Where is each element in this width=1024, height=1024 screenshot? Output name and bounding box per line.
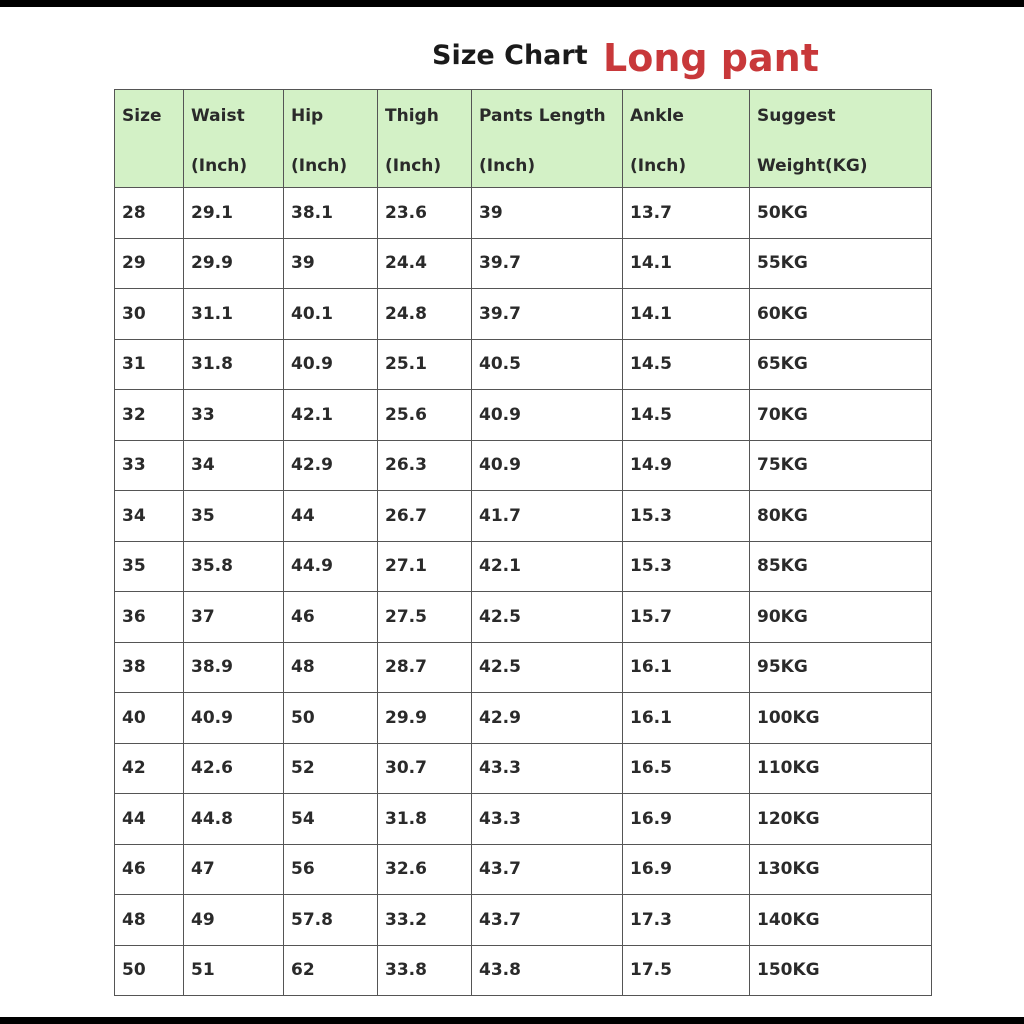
cell-thigh: 24.4 [378, 238, 472, 289]
size-chart-title: Size Chart [432, 40, 588, 71]
cell-waist: 35 [184, 491, 284, 542]
column-header-label: Pants Length [479, 106, 606, 126]
cell-ankle: 16.9 [623, 794, 750, 845]
cell-suggest-weight: 95KG [750, 642, 932, 693]
cell-waist: 44.8 [184, 794, 284, 845]
cell-hip: 56 [284, 844, 378, 895]
cell-pants-length: 43.7 [472, 895, 623, 946]
cell-hip: 46 [284, 592, 378, 643]
cell-suggest-weight: 50KG [750, 188, 932, 239]
cell-thigh: 25.1 [378, 339, 472, 390]
cell-thigh: 25.6 [378, 390, 472, 441]
size-table [114, 89, 932, 996]
cell-waist: 49 [184, 895, 284, 946]
cell-hip: 38.1 [284, 188, 378, 239]
cell-waist: 33 [184, 390, 284, 441]
cell-suggest-weight: 110KG [750, 743, 932, 794]
column-header-label: Suggest [757, 106, 836, 126]
cell-pants-length: 43.8 [472, 945, 623, 996]
cell-hip: 44.9 [284, 541, 378, 592]
cell-ankle: 15.3 [623, 491, 750, 542]
cell-size: 36 [115, 592, 184, 643]
cell-thigh: 31.8 [378, 794, 472, 845]
cell-ankle: 17.5 [623, 945, 750, 996]
column-header-suggest-weight [750, 90, 932, 188]
table-header [115, 90, 932, 188]
cell-thigh: 24.8 [378, 289, 472, 340]
table-row [115, 592, 932, 643]
cell-hip: 44 [284, 491, 378, 542]
cell-suggest-weight: 80KG [750, 491, 932, 542]
header-row [115, 90, 932, 188]
column-header-label: Hip [291, 106, 324, 126]
column-header-waist [184, 90, 284, 188]
table-row [115, 743, 932, 794]
table-row [115, 491, 932, 542]
cell-thigh: 29.9 [378, 693, 472, 744]
table-row [115, 895, 932, 946]
cell-pants-length: 39.7 [472, 289, 623, 340]
cell-waist: 40.9 [184, 693, 284, 744]
cell-hip: 40.1 [284, 289, 378, 340]
cell-thigh: 26.7 [378, 491, 472, 542]
cell-ankle: 14.9 [623, 440, 750, 491]
column-header-unit: Weight(KG) [757, 156, 868, 176]
cell-pants-length: 43.3 [472, 794, 623, 845]
top-border-bar [0, 0, 1024, 7]
column-header-label: Size [122, 106, 162, 126]
table-row [115, 339, 932, 390]
column-header-size [115, 90, 184, 188]
table-row [115, 390, 932, 441]
cell-suggest-weight: 60KG [750, 289, 932, 340]
cell-thigh: 33.8 [378, 945, 472, 996]
cell-pants-length: 39.7 [472, 238, 623, 289]
cell-hip: 39 [284, 238, 378, 289]
cell-ankle: 13.7 [623, 188, 750, 239]
cell-waist: 35.8 [184, 541, 284, 592]
cell-pants-length: 42.9 [472, 693, 623, 744]
table-row [115, 794, 932, 845]
column-header-unit: (Inch) [630, 156, 687, 176]
cell-thigh: 27.5 [378, 592, 472, 643]
cell-hip: 42.9 [284, 440, 378, 491]
cell-pants-length: 41.7 [472, 491, 623, 542]
cell-ankle: 16.5 [623, 743, 750, 794]
cell-suggest-weight: 120KG [750, 794, 932, 845]
column-header-label: Waist [191, 106, 245, 126]
cell-size: 33 [115, 440, 184, 491]
cell-pants-length: 40.9 [472, 390, 623, 441]
cell-size: 31 [115, 339, 184, 390]
cell-hip: 40.9 [284, 339, 378, 390]
cell-hip: 52 [284, 743, 378, 794]
cell-thigh: 28.7 [378, 642, 472, 693]
cell-waist: 37 [184, 592, 284, 643]
cell-hip: 62 [284, 945, 378, 996]
cell-size: 38 [115, 642, 184, 693]
cell-ankle: 15.3 [623, 541, 750, 592]
cell-size: 35 [115, 541, 184, 592]
cell-ankle: 14.5 [623, 390, 750, 441]
column-header-ankle [623, 90, 750, 188]
cell-size: 30 [115, 289, 184, 340]
cell-thigh: 32.6 [378, 844, 472, 895]
title-row [0, 32, 1024, 88]
table-row [115, 541, 932, 592]
cell-size: 48 [115, 895, 184, 946]
cell-hip: 54 [284, 794, 378, 845]
product-type-title: Long pant [603, 36, 819, 80]
cell-suggest-weight: 75KG [750, 440, 932, 491]
cell-ankle: 17.3 [623, 895, 750, 946]
cell-ankle: 16.1 [623, 693, 750, 744]
table-row [115, 693, 932, 744]
cell-thigh: 26.3 [378, 440, 472, 491]
cell-waist: 31.1 [184, 289, 284, 340]
cell-size: 40 [115, 693, 184, 744]
cell-thigh: 33.2 [378, 895, 472, 946]
table-row [115, 238, 932, 289]
column-header-unit [122, 154, 183, 178]
cell-thigh: 27.1 [378, 541, 472, 592]
cell-ankle: 16.9 [623, 844, 750, 895]
cell-suggest-weight: 70KG [750, 390, 932, 441]
bottom-border-bar [0, 1017, 1024, 1024]
cell-size: 46 [115, 844, 184, 895]
cell-pants-length: 43.7 [472, 844, 623, 895]
table-body [115, 188, 932, 996]
cell-suggest-weight: 55KG [750, 238, 932, 289]
column-header-unit: (Inch) [479, 156, 536, 176]
column-header-unit: (Inch) [291, 156, 348, 176]
table-row [115, 440, 932, 491]
cell-size: 44 [115, 794, 184, 845]
cell-pants-length: 40.5 [472, 339, 623, 390]
cell-pants-length: 42.5 [472, 642, 623, 693]
cell-waist: 38.9 [184, 642, 284, 693]
cell-pants-length: 39 [472, 188, 623, 239]
cell-pants-length: 42.1 [472, 541, 623, 592]
column-header-pants-length [472, 90, 623, 188]
cell-hip: 48 [284, 642, 378, 693]
cell-hip: 50 [284, 693, 378, 744]
column-header-unit: (Inch) [191, 156, 248, 176]
cell-waist: 29.9 [184, 238, 284, 289]
cell-ankle: 15.7 [623, 592, 750, 643]
cell-size: 32 [115, 390, 184, 441]
cell-waist: 47 [184, 844, 284, 895]
cell-size: 29 [115, 238, 184, 289]
cell-size: 50 [115, 945, 184, 996]
cell-suggest-weight: 85KG [750, 541, 932, 592]
cell-waist: 42.6 [184, 743, 284, 794]
cell-waist: 31.8 [184, 339, 284, 390]
cell-size: 42 [115, 743, 184, 794]
table-row [115, 844, 932, 895]
cell-ankle: 14.5 [623, 339, 750, 390]
cell-pants-length: 43.3 [472, 743, 623, 794]
cell-suggest-weight: 140KG [750, 895, 932, 946]
cell-size: 28 [115, 188, 184, 239]
cell-suggest-weight: 130KG [750, 844, 932, 895]
cell-ankle: 14.1 [623, 238, 750, 289]
cell-suggest-weight: 150KG [750, 945, 932, 996]
cell-suggest-weight: 65KG [750, 339, 932, 390]
cell-pants-length: 42.5 [472, 592, 623, 643]
table-row [115, 945, 932, 996]
cell-thigh: 23.6 [378, 188, 472, 239]
cell-ankle: 14.1 [623, 289, 750, 340]
column-header-hip [284, 90, 378, 188]
cell-suggest-weight: 100KG [750, 693, 932, 744]
column-header-label: Ankle [630, 106, 684, 126]
cell-waist: 34 [184, 440, 284, 491]
cell-waist: 51 [184, 945, 284, 996]
cell-pants-length: 40.9 [472, 440, 623, 491]
column-header-thigh [378, 90, 472, 188]
cell-hip: 57.8 [284, 895, 378, 946]
cell-waist: 29.1 [184, 188, 284, 239]
table-row [115, 642, 932, 693]
cell-ankle: 16.1 [623, 642, 750, 693]
cell-suggest-weight: 90KG [750, 592, 932, 643]
cell-hip: 42.1 [284, 390, 378, 441]
cell-thigh: 30.7 [378, 743, 472, 794]
cell-size: 34 [115, 491, 184, 542]
column-header-label: Thigh [385, 106, 439, 126]
table-row [115, 289, 932, 340]
table-row [115, 188, 932, 239]
column-header-unit: (Inch) [385, 156, 442, 176]
